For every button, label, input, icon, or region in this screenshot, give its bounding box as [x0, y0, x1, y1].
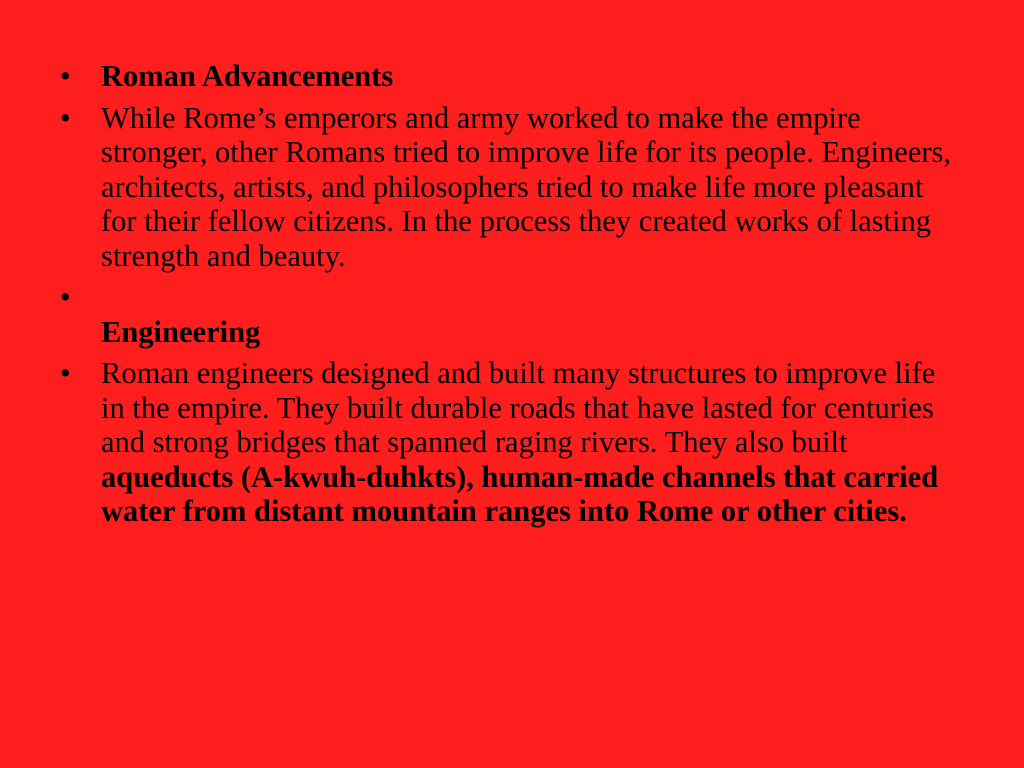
- bullet-point-icon: •: [60, 280, 71, 314]
- aqueducts-definition: aqueducts (A-kwuh-duhkts), human-made channels that carried water from distant mountain ranges into Rome or other cities.: [101, 459, 939, 528]
- heading-engineering: Engineering: [101, 314, 261, 349]
- bullet-item-title: [60, 59, 960, 94]
- bullet-point-icon: •: [60, 356, 71, 390]
- bullet-item-intro: [60, 101, 960, 274]
- blank-line: [101, 280, 960, 315]
- bullet-point-icon: •: [60, 100, 71, 135]
- bullet-item-engineering: [60, 280, 960, 349]
- heading-roman-advancements: Roman Advancements: [101, 59, 394, 93]
- bullet-item-engineers: [60, 356, 960, 529]
- intro-paragraph: While Rome’s emperors and army worked to make the empire stronger, other Romans tried to improve life for its people. Engineers, architects, artists, and philosophers tried to make life more pleasant for their fellow citizens. In the process they created works of lasting strength and beauty.: [101, 100, 952, 273]
- bullet-list: [60, 59, 960, 536]
- bullet-point-icon: •: [60, 59, 71, 93]
- engineers-paragraph: Roman engineers designed and built many structures to improve life in the empire. They built durable roads that have lasted for centuries and strong bridges that spanned raging rivers. They also built: [101, 356, 936, 459]
